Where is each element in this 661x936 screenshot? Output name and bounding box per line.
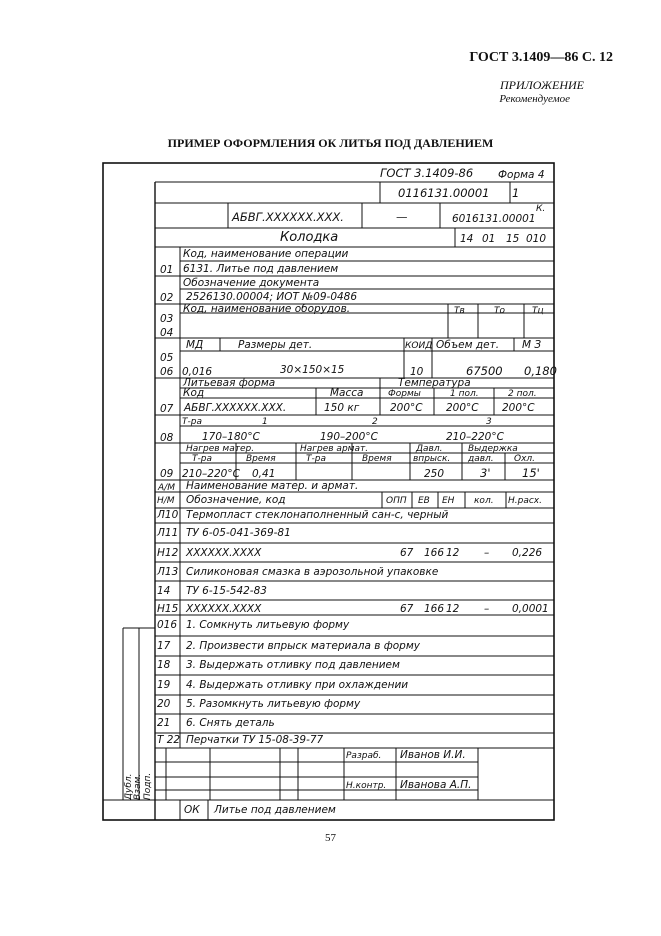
hold-label: Выдержка [468, 444, 518, 454]
line-number: 20 [157, 698, 171, 710]
line-text: Термопласт стеклонаполненный сан-с, черный [186, 509, 449, 521]
line-text: 6. Снять деталь [186, 717, 275, 729]
md-value: 0,016 [182, 366, 213, 378]
am-code: А/М [158, 483, 175, 493]
zone-2-value: 190–200°С [320, 431, 378, 443]
nm-code: Н/М [157, 496, 175, 506]
line-c4: – [484, 547, 490, 559]
dims-value: 30×150×15 [280, 364, 345, 376]
row-03-no: 03 [160, 313, 174, 325]
zone-1: 1 [262, 417, 268, 427]
line-text: ТУ 6-05-041-369-81 [186, 527, 291, 539]
line-c1: 67 [400, 603, 414, 615]
t-form-value: 200°С [390, 402, 423, 414]
mz-value: 0,180 [524, 364, 557, 378]
line-text: ХХХХХХ.ХХХХ [186, 603, 262, 615]
line-text: Перчатки ТУ 15-08-39-77 [186, 734, 324, 746]
line-number: 18 [157, 659, 171, 671]
row-01-no: 01 [160, 264, 174, 276]
dash: — [396, 210, 408, 224]
row-02-no: 02 [160, 292, 174, 304]
row-09-no: 09 [160, 468, 174, 480]
line-number: 17 [157, 640, 171, 652]
line-c1: 67 [400, 547, 414, 559]
nm-c1: ОПП [386, 496, 407, 506]
row-07-no: 07 [160, 403, 174, 415]
row-01-text: 6131. Литье под давлением [183, 263, 339, 275]
volume-value: 67500 [466, 364, 503, 378]
line-text: 2. Произвести впрыск материала в форму [186, 640, 420, 652]
dims-label: Размеры дет. [238, 339, 313, 351]
razrab-name: Иванов И.И. [400, 749, 466, 761]
line-text: ХХХХХХ.ХХХХ [186, 547, 262, 559]
side-label-dubl: Дубл. [124, 773, 134, 800]
line-number: 21 [157, 717, 171, 729]
op-name-label: Код, наименование операции [183, 248, 349, 260]
to-label: То [494, 306, 506, 316]
heat-arm-label: Нагрев армат. [300, 444, 369, 454]
appendix-note: Рекомендуемое [499, 93, 570, 105]
line-number: Н15 [157, 603, 179, 615]
row-02-text: 2526130.00004; ИОТ №09-0486 [186, 291, 358, 303]
line-text: 3. Выдержать отливку под давлением [186, 659, 400, 671]
pres2-label: давл. [468, 454, 494, 464]
line-c3: 12 [446, 603, 460, 615]
nm-c2: ЕВ [418, 496, 430, 506]
line-text: 4. Выдержать отливку при охлаждении [186, 679, 409, 691]
nm-text: Обозначение, код [186, 494, 286, 506]
line-c3: 12 [446, 547, 460, 559]
footer-code: ОК [184, 804, 200, 816]
nkontr-label: Н.контр. [346, 781, 387, 791]
tra-label: Т-ра [192, 454, 212, 464]
k-label: К. [536, 204, 546, 214]
side-label-podp: Подп. [143, 772, 153, 800]
doc-label: Обозначение документа [183, 277, 320, 289]
t1-value: 200°С [446, 402, 479, 414]
mass-label: Масса [330, 387, 364, 399]
pres-label: Давл. [416, 444, 443, 454]
zone-3-value: 210–220°С [446, 431, 504, 443]
part-name: Колодка [280, 230, 339, 245]
sheet-number: 1 [512, 186, 520, 200]
page-number: 57 [325, 832, 336, 844]
time2-label: Время [362, 454, 392, 464]
md-label: МД [186, 339, 204, 351]
formy-label: Формы [388, 389, 421, 399]
form-number: Форма 4 [498, 169, 545, 181]
nkontr-name: Иванова А.П. [400, 779, 472, 791]
row-08-no: 08 [160, 432, 174, 444]
tv-label: Тв [454, 306, 465, 316]
zone-1-value: 170–180°С [202, 431, 260, 443]
line-number: 016 [157, 619, 178, 631]
hold-value: 3' [480, 466, 491, 480]
line-number: Л10 [157, 509, 179, 521]
am-text: Наименование матер. и армат. [186, 480, 359, 492]
pres-value: 250 [424, 468, 445, 480]
kod-value: 10 [410, 366, 424, 378]
half2-label: 2 пол. [508, 389, 537, 399]
zone-2: 2 [372, 417, 378, 427]
appendix-label: ПРИЛОЖЕНИЕ [500, 78, 584, 92]
line-c2: 166 [424, 547, 445, 559]
tc-label: Тц [532, 306, 544, 316]
nm-c5: Н.расх. [508, 496, 542, 506]
nm-c3: ЕН [442, 496, 455, 506]
line-number: 19 [157, 679, 171, 691]
line-c4: – [484, 603, 490, 615]
side-label-vzam: Взам. [133, 773, 143, 800]
equip-label: Код, наименование оборудов. [183, 303, 351, 315]
mold-label: Литьевая форма [183, 377, 276, 389]
line-text: 1. Сомкнуть литьевую форму [186, 619, 350, 631]
tra2-label: Т-ра [306, 454, 326, 464]
mz-label: М З [522, 339, 542, 351]
t2-value: 200°С [502, 402, 535, 414]
line-text: ТУ 6-15-542-83 [186, 585, 267, 597]
gost-page-header: ГОСТ 3.1409—86 С. 12 [469, 50, 613, 65]
t-mat-value: 210–220°С [182, 468, 240, 480]
line-number: 14 [157, 585, 171, 597]
footer-text: Литье под давлением [214, 804, 336, 816]
zone-label: Т-ра [182, 417, 202, 427]
line-number: Л11 [157, 527, 179, 539]
volume-label: Объем дет. [436, 339, 500, 351]
code-1: 14 [460, 233, 474, 245]
part-code: АБВГ.ХХХХХХ.ХХХ. [232, 210, 344, 224]
temp-label: Температура [398, 377, 471, 389]
zone-3: 3 [486, 417, 492, 427]
line-c5: 0,0001 [512, 603, 549, 615]
row-04-no: 04 [160, 327, 174, 339]
time-mat-value: 0,41 [252, 468, 276, 480]
row-06-no: 06 [160, 366, 174, 378]
line-text: Силиконовая смазка в аэрозольной упаковке [186, 566, 439, 578]
line-number: Т 22 [157, 734, 181, 746]
nm-c4: кол. [474, 496, 494, 506]
cool-value: 15' [522, 466, 540, 480]
line-text: 5. Разомкнуть литьевую форму [186, 698, 361, 710]
inj-label: впрыск. [413, 454, 451, 464]
row-05-no: 05 [160, 352, 174, 364]
kod2-label: Код [183, 387, 205, 399]
code-2: 01 [482, 233, 496, 245]
k-code: 6016131.00001 [452, 213, 536, 225]
time-label: Время [246, 454, 276, 464]
heat-mat-label: Нагрев матер. [186, 444, 255, 454]
form-standard: ГОСТ 3.1409-86 [380, 166, 474, 180]
doc-code: 0116131.00001 [398, 186, 490, 200]
kod-label: КОИД [405, 341, 433, 351]
line-c5: 0,226 [512, 547, 543, 559]
code-3: 15 [506, 233, 520, 245]
line-number: Л13 [157, 566, 179, 578]
mold-code: АБВГ.ХХХХХХ.ХХХ. [184, 402, 287, 414]
line-c2: 166 [424, 603, 445, 615]
page-title: ПРИМЕР ОФОРМЛЕНИЯ ОК ЛИТЬЯ ПОД ДАВЛЕНИЕМ [167, 136, 494, 150]
half1-label: 1 пол. [450, 389, 479, 399]
cool-label: Охл. [514, 454, 536, 464]
razrab-label: Разраб. [346, 751, 382, 761]
line-number: Н12 [157, 547, 179, 559]
mass-value: 150 кг [324, 402, 360, 414]
code-4: 010 [526, 233, 547, 245]
